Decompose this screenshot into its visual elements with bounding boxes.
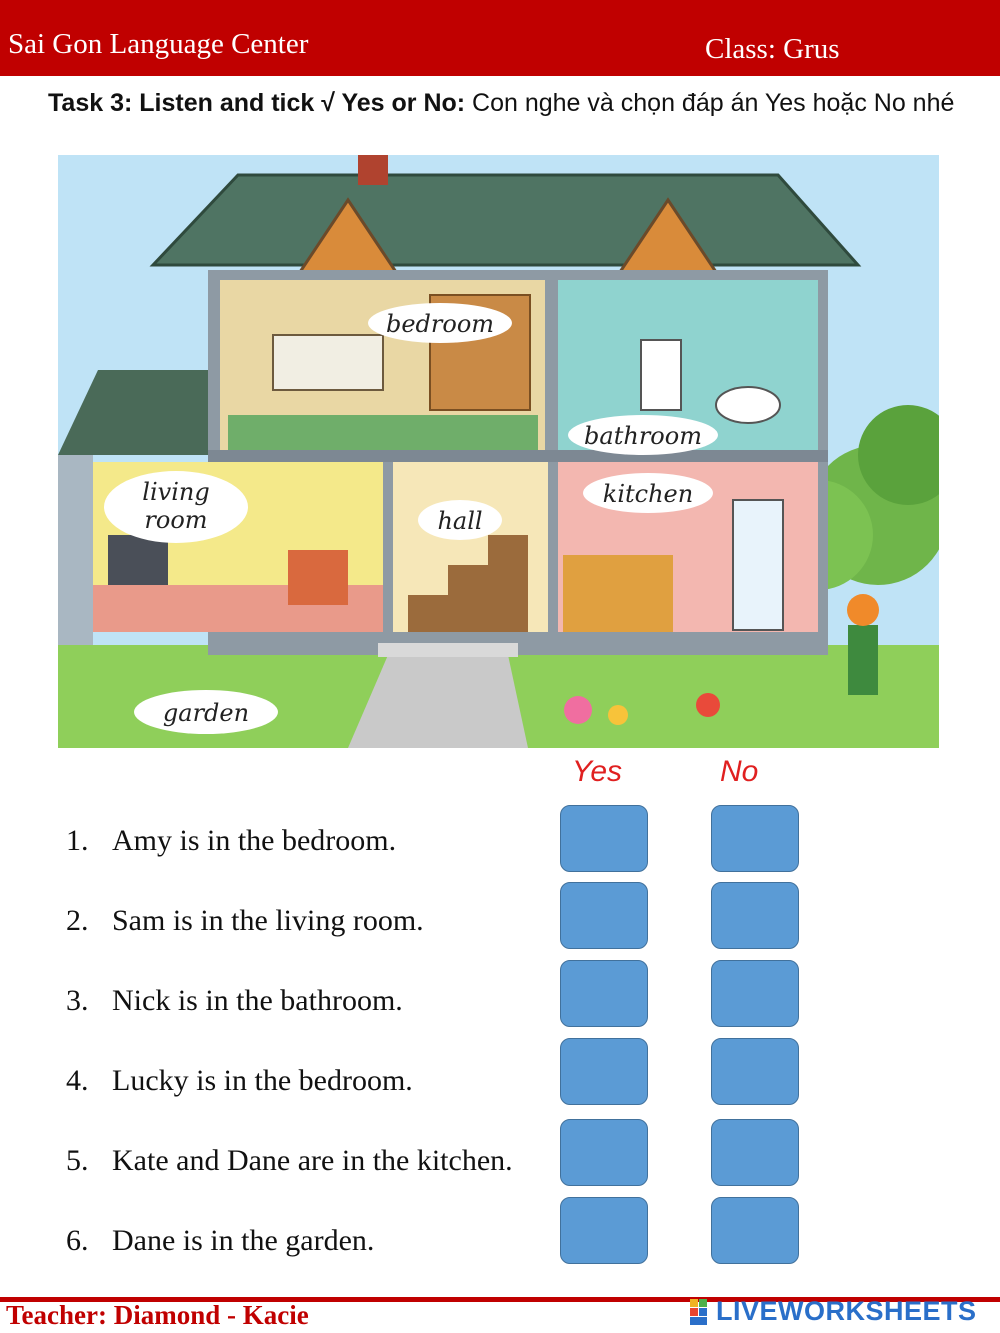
question-item	[66, 984, 403, 1018]
answer-no-box-5[interactable]	[711, 1119, 799, 1186]
question-text: Amy is in the bedroom.	[112, 824, 397, 857]
task-instruction	[48, 84, 983, 122]
task-title: Task 3: Listen and tick √ Yes or No:	[48, 89, 466, 117]
question-text: Dane is in the garden.	[112, 1224, 375, 1257]
question-item	[66, 1224, 374, 1258]
teacher-name: Teacher: Diamond - Kacie	[6, 1300, 309, 1330]
kitchen-counter	[563, 555, 673, 632]
no-column-header: No	[720, 755, 759, 788]
center-name: Sai Gon Language Center	[8, 28, 309, 60]
armchair	[288, 550, 348, 605]
house-illustration	[58, 155, 939, 748]
answer-no-box-6[interactable]	[711, 1197, 799, 1264]
question-text: Nick is in the bathroom.	[112, 984, 403, 1017]
toilet	[716, 387, 780, 423]
flower	[564, 696, 592, 724]
question-number: 4.	[66, 1064, 89, 1097]
gardener-head	[847, 594, 879, 626]
chimney	[358, 155, 388, 185]
side-wall	[58, 455, 93, 645]
class-label: Class: Grus	[705, 33, 840, 65]
bed	[273, 335, 383, 390]
flower	[608, 705, 628, 725]
label-living-room	[104, 471, 248, 543]
label-kitchen	[583, 473, 713, 513]
gardener	[848, 625, 878, 695]
answer-no-box-3[interactable]	[711, 960, 799, 1027]
svg-text:bathroom: bathroom	[584, 422, 702, 450]
fridge	[733, 500, 783, 630]
question-text: Lucky is in the bedroom.	[112, 1064, 413, 1097]
front-steps	[378, 643, 518, 657]
question-number: 2.	[66, 904, 89, 937]
svg-text:living: living	[142, 478, 210, 506]
sink	[641, 340, 681, 410]
question-number: 3.	[66, 984, 89, 1017]
yes-column-header: Yes	[572, 755, 623, 788]
label-garden	[134, 690, 278, 734]
question-number: 1.	[66, 824, 89, 857]
question-item	[66, 824, 396, 858]
question-item	[66, 1144, 513, 1178]
svg-text:garden: garden	[162, 699, 250, 727]
main-roof	[153, 175, 858, 265]
question-text: Kate and Dane are in the kitchen.	[112, 1144, 513, 1177]
label-bedroom	[368, 303, 512, 343]
answer-no-box-1[interactable]	[711, 805, 799, 872]
answer-yes-box-1[interactable]	[560, 805, 648, 872]
bedroom-floor	[228, 415, 538, 450]
house-picture	[58, 155, 939, 748]
svg-text:room: room	[144, 506, 208, 534]
answer-yes-box-5[interactable]	[560, 1119, 648, 1186]
answer-yes-box-3[interactable]	[560, 960, 648, 1027]
svg-text:hall: hall	[437, 507, 483, 535]
answer-yes-box-2[interactable]	[560, 882, 648, 949]
question-number: 6.	[66, 1224, 89, 1257]
liveworksheets-logo-icon	[690, 1299, 716, 1325]
label-bathroom	[568, 415, 718, 455]
svg-text:kitchen: kitchen	[602, 480, 694, 508]
answer-no-box-2[interactable]	[711, 882, 799, 949]
floor-divider	[208, 450, 828, 462]
question-text: Sam is in the living room.	[112, 904, 424, 937]
label-hall	[418, 500, 502, 540]
task-instruction-text: Con nghe và chọn đáp án Yes hoặc No nhé	[465, 89, 955, 117]
answer-yes-box-6[interactable]	[560, 1197, 648, 1264]
tv	[108, 535, 168, 585]
liveworksheets-brand[interactable]	[690, 1296, 977, 1327]
question-item	[66, 1064, 413, 1098]
answer-yes-box-4[interactable]	[560, 1038, 648, 1105]
question-item	[66, 904, 424, 938]
answer-no-box-4[interactable]	[711, 1038, 799, 1105]
svg-text:bedroom: bedroom	[385, 310, 495, 338]
question-number: 5.	[66, 1144, 89, 1177]
flower	[696, 693, 720, 717]
liveworksheets-brand-text: LIVEWORKSHEETS	[716, 1296, 977, 1326]
